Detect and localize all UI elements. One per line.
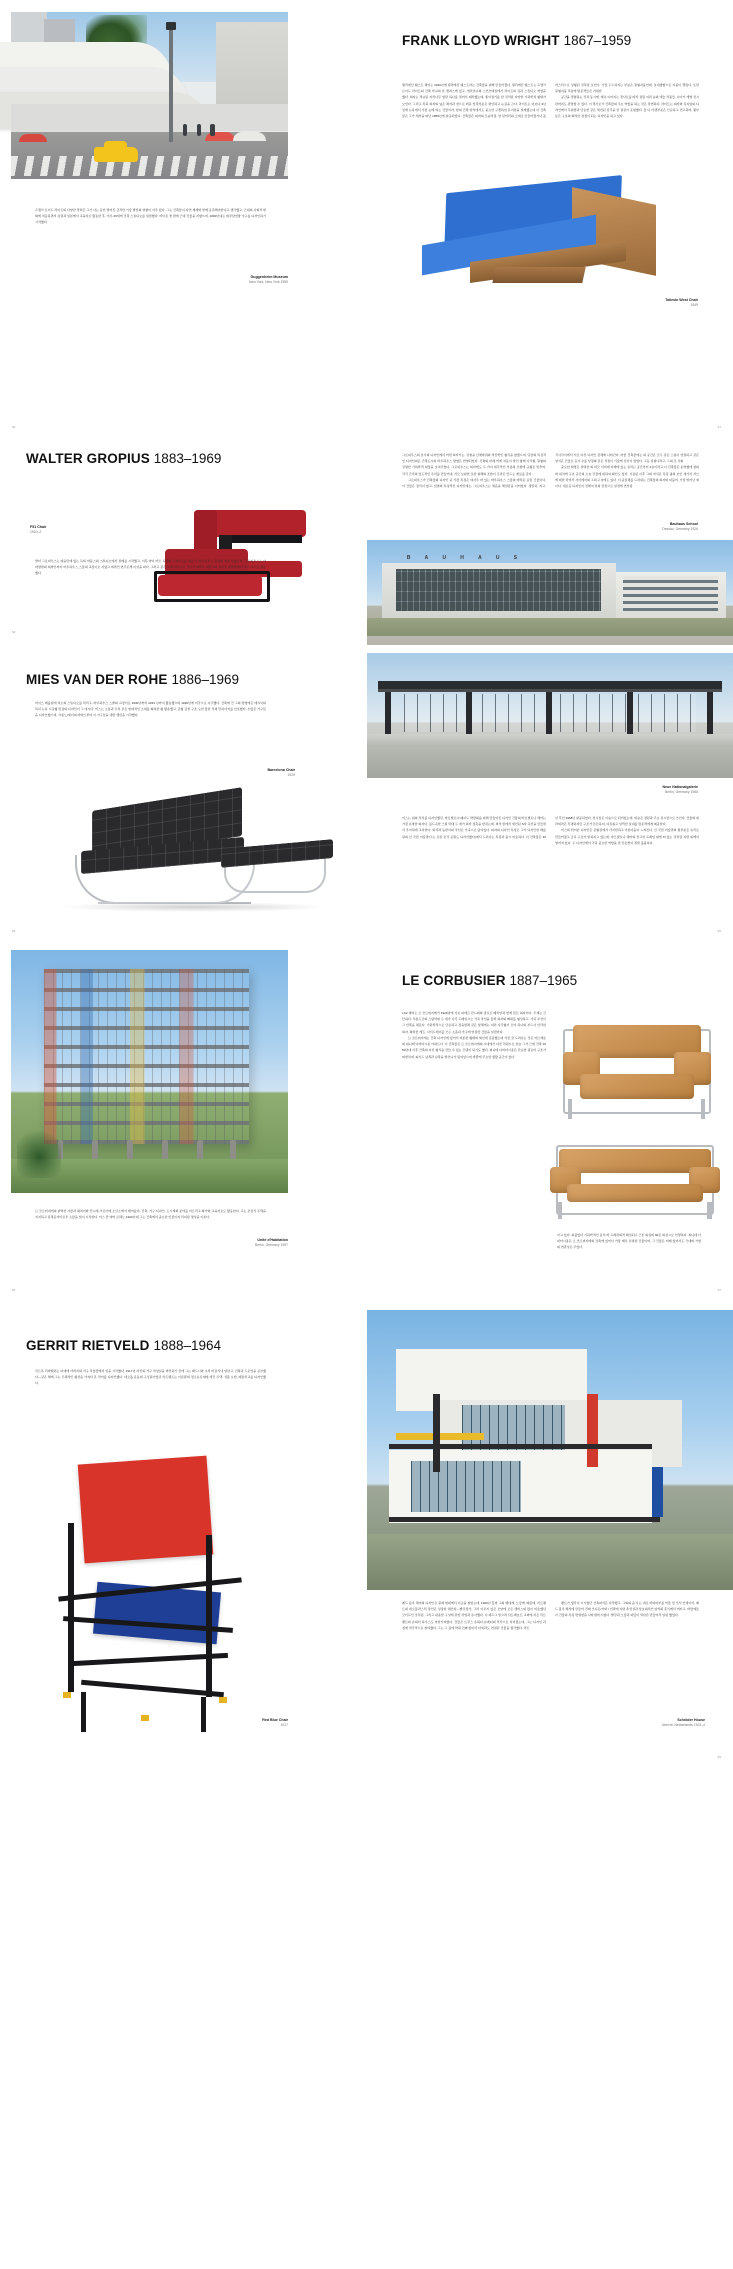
caption-red-blue-chair bbox=[150, 1718, 288, 1729]
body-column-lecorbusier-2: 이고 있다. 위불었다 기하학적인 동식 바 프레차의적 확실되고 근본 의심의 90은 의심으로 선명하다. 위니테 다비타시옹은 르 코르뷔지에의 건축에 있어서 가장 매우 유명한 건물이며, 그 건물은 비례 있어서도 극대와 기법의 연관성은 주었다. bbox=[557, 1233, 701, 1250]
house-black-line bbox=[389, 1517, 660, 1521]
image-unite-dhabitation bbox=[11, 950, 288, 1193]
caption-neue-nationalgalerie bbox=[528, 785, 698, 796]
foreground-tree bbox=[17, 1125, 61, 1178]
folio-right-flw: 61 bbox=[717, 425, 721, 429]
sign-letter: S bbox=[513, 555, 518, 562]
architect-years: 1883–1969 bbox=[153, 451, 222, 466]
gallery-column bbox=[546, 692, 552, 735]
section-heading-rietveld bbox=[26, 1338, 221, 1353]
sofa-seat-cushion bbox=[567, 1184, 704, 1202]
architect-name: FRANK LLOYD WRIGHT bbox=[402, 33, 560, 48]
caption-title: Red Blue Chair bbox=[262, 1718, 288, 1722]
architect-years: 1867–1959 bbox=[563, 33, 632, 48]
chair-yellow-cap bbox=[141, 1715, 149, 1721]
body-columns-flw: 탤리에신 웨스트 체어는 1940년에 탤리에신 웨스트라는 건축물을 위해 만들어졌다. 탤리에신 웨스트는 프랭크 로이드 라이트의 건축 학교의 본 캠퍼스에 있고, 애리조나의 스코츠데일에서 라이트의 집과 스튜디오 역할을 했다. 의자는 적층된 자작나무 합판 하나를 접어서 제작했는데, 종이접기를 한 것처럼 다양한 기하학적 형태가 보인다. 그리고 특히 의자의 넓은 좌석과 천으로 씌운 앞쪽부분은 편안하고 눈길을 끈다. 라이트는 이보다 3년 전에 뉴욕에서 가장 눈에 띄는 건물이자, 현대 건축 양식에서도 중요한 구겐하임 뮤지엄을 설계했는데 이 건축물은 그가 세상을 떠난 1959년에 완공되었다. 건축물은 의자의 모습처럼, 한 덩어리의 소재로 만들어졌거나 플라스틱으로 성형된 것처럼 보인다. 가장 두드러지는 부분은 원형지붕인데, 실내방향으로 지붕이 열린다. 또한 원형지붕 덕분에 방문객들은 거대한 공간을 경험하는 것과 동시에, 계속 이어지는 경사로를 따라 걸린 여러 층의 예술 작품들, 나아가 개별 전시관까지도 관람할 수 있다. 이 경사로가 건축물의 주요 역할을 하는 것은 당연하다. 라이트는 의자와 뮤지엄의 디자인에서 무위함과 단순함 같은 세련된 감각을 한 결같이 표현했다. 둘 다 아랫부분은 단순하고 견고하며, 윗부분은 구조의 화려한 정점이 되는 디자인을 하고 있다. bbox=[402, 83, 700, 119]
chair-leg bbox=[568, 1099, 572, 1119]
pedestrian bbox=[210, 124, 214, 136]
chair-yellow-cap bbox=[219, 1697, 227, 1703]
intro-paragraph-gropius: 발터 그로피우스는 배움만에 있는 독의 바움스의 스튜디오에서 관례를 시작했고, 이후 바이 마르 독립의 스튜디오를 처음인, 바우하우스 공립의 체질 인물로서, 그로피우스는 아바방면의 데싸인까지 바우하우스 스물의 교장이로 지냈고 데싸인 연주로세 이상을 펴다. 그러고 같은 독에 미국으로 건너가 파버드 대학교의 디자인 대학원에서 교수 교수로 활동했다. bbox=[35, 559, 266, 576]
gallery-column bbox=[627, 692, 633, 735]
folio-left-rietveld: 68 bbox=[12, 1110, 16, 1114]
image-guggenheim-museum bbox=[11, 12, 288, 179]
pedestrian bbox=[183, 124, 187, 136]
section-heading-flw bbox=[402, 33, 631, 48]
image-schroder-house bbox=[367, 1310, 733, 1590]
architect-years: 1888–1964 bbox=[153, 1338, 222, 1353]
bauhaus-sign bbox=[400, 554, 524, 563]
gallery-column bbox=[707, 692, 713, 735]
intro-paragraph-mies: 미이스 베를린에 처소의 스튜디오를 차리고, 바우하우스 스쿨의 교장이로 1930년까지 1933 년까지 활동했으며 1930년에 미국으로 이주했다. 건축에 건 그의 방법에은 테크닉의 특히 뉴욕 시강형 밀집의 디자인이 그 예시다. 미스는 소통과 무리 같은 현대적인 소재를 화려한 형 활용했고, 균형 깊힌 구조 요한 물한 식의 만하아져를 선호했다. 수많은 가구들을 디자인했으며, 크롬노/데이의 마바스부터 이 가구들을 내말 생산을 시작했다. bbox=[35, 701, 266, 718]
caption-f51-chair bbox=[30, 525, 130, 536]
gallery-column bbox=[466, 692, 472, 735]
caption-bauhaus-school bbox=[538, 522, 698, 533]
section-heading-mies bbox=[26, 672, 239, 687]
folio-left-flw: 60 bbox=[12, 425, 16, 429]
sign-letter: U bbox=[442, 555, 447, 562]
sofa-leg bbox=[558, 1202, 563, 1219]
house-red-accent bbox=[587, 1394, 598, 1467]
architect-name: GERRIT RIETVELD bbox=[26, 1338, 150, 1353]
caption-subtitle: Berlin, Germany 1957 bbox=[255, 1243, 288, 1248]
intro-paragraph-flw: 프랭크 로이드 라이트의 다양한 경력은 그가 사는 동안 벌어진 급격한 기술 발전의 영향이 아주 컸다. 그는 건축물이 자연 세계와 함께 공존해야한다고 생각했고, 근대의 사회적 변화에 적응하면서 유럽과 일본에서 교육자로 활동한 후, 겨우 26세에 건축 스튜디오를 설립했다. 마이온 첫 편에 근대 건물을 지향으며, 1800년대는 데쿠샵연방 가구를 디자인하기 시작했다. bbox=[35, 208, 266, 225]
body-columns-rietveld: 레드 블루 체어의 디자인은 원래 현대에서 이곳을 찾았는데, 1920년 훗날 그의 행대게, 노랑에, 때문에, 리트펠트의 네오플라스틱 장인은 성장한 채인다—빨강장가, 그리 이루지 않은 모양에 모든 캔버스의 많이 비슷했던 모티프인 것처럼, 그리고 내용함 구성에 관한 작업과 유사했다. 이 레드그 밑으려 뒤트레호트 교외에 지은 리트펠트의 슈뢰더 하우스도 마찬가지였다. 건물은 트루스 슈뢰더-슈레더의 부탁으로 지어졌는데, 그는 디자인 과정에 적극적으로 참여했다. 그는 그 집에 박혀 진짜 앉아서 더외과도 연결된 건물을 생각했다. 리트 펠트가 생각이 시기였던 건축파식은 다작했고, 그의의 움직 는 내로 바더바부를 어울 및 모서 인명이어, 레드 볼루 해석에 만들어 진짜 모니은/거와 / 인쪽에 사면 추상성과 상호의적인 양식의 혼식에서 버티고, 바탕에들이 건물의 특징 반영함을 나타냄에 수였다. 빨강과 노랑과 파랑이 색다른 만들어서 일란 했었다. bbox=[402, 1601, 699, 1630]
caption-guggenheim-museum bbox=[150, 275, 288, 286]
architect-name: MIES VAN DER ROHE bbox=[26, 672, 168, 687]
spread-mies-van-der-rohe bbox=[0, 645, 733, 940]
caption-title: Bauhaus School bbox=[669, 522, 698, 526]
page-right-rietveld bbox=[367, 1300, 733, 2269]
caption-subtitle: Dessau, Germany 1926 bbox=[662, 527, 698, 532]
spread-le-corbusier bbox=[0, 940, 733, 1300]
gallery-column bbox=[385, 692, 391, 735]
intro-paragraph-rietveld: 리트폭 리바벨러는 더예에 아버지의 가구 작업장에서 일을 시작했다, 1917년 자신의 가구 작업실을 바련하기 전에 그는 레드시와 보석 비갈식내 일한고, 건축과 드로잉을 공부했다—같은 해에 그는 무채적인 형상을 가져다 온 적어를 디자인했다. 네오풀 운동의 구성원이었던 리트펠트는 이론뿐의 정소유로대에 개건 주택, 성품 요법, 배물치교를 디자인했다. bbox=[35, 1369, 266, 1386]
crosswalk bbox=[11, 156, 288, 176]
floor-shadow bbox=[58, 902, 330, 911]
body-columns-mies: 미스는 위의 작식를 디자인했던, 바로셀로나 페이드 박람회를 위해 만들어진 디자인 건물의 바로셀로나 체어는 가장 유명한 의자다. 볼드곡한 스틸 막대 두 개가 의자 접촉을 받치는데, 외석 밑에서 세련된 S자 곡선을 만들면서 우아하게 교차한다. 외석과 등받이의 쿠션은 가죽으로 덮여있다. 의자의 디자인 특징은 그가 디자인한 베를린의 신 국립 미술관(그는 또한 조각 공원도 디자인했다)에서 드러나는 특징과 몹시 비슷하다. 이 건축물은 40년 후인 1968년 완공되었다. 전시장은 이층으로 되어있는데, 외층은 정원과 주요 전시장으로 쓰인다. 건물의 위라외라은 투명하지만 구조가 튼튼하여, 여유롭고 널찍한 실내를 방문객에게 제공한다. 미스의 뛰어난 디자인은 균형감에서 가지런하고 아름다움이 느껴진다. 신 국립 미술관의 윗부분은 유리로 만들어졌고 금속 구조가 받쳐지고 있는데, 바르셀로나 체어의 견고한 프레임 위에 떠 있는 것처럼 지면 위에서 떨어져 있다. 두 디자인에서 극히 중요한 역할을 한 단순함이 정말 훌륭하다. bbox=[402, 816, 699, 845]
sign-letter: A bbox=[424, 555, 429, 562]
gallery-plaza bbox=[367, 747, 733, 778]
caption-subtitle: Berlin, Germany 1968 bbox=[665, 790, 698, 795]
bauhaus-wing-windows bbox=[623, 576, 718, 612]
yellow-taxi bbox=[94, 147, 138, 162]
caption-title: Schröder House bbox=[677, 1718, 705, 1722]
sign-letter: B bbox=[406, 555, 411, 562]
sign-letter: U bbox=[495, 555, 500, 562]
image-lc3-sofa bbox=[545, 1136, 725, 1228]
house-black-line bbox=[389, 1444, 653, 1448]
page-right-lecorbusier bbox=[367, 940, 733, 1300]
chair-yellow-cap bbox=[63, 1692, 71, 1698]
image-neue-nationalgalerie bbox=[367, 653, 733, 778]
sofa-back-cushion bbox=[559, 1149, 710, 1173]
image-taliesin-west-chair bbox=[392, 175, 692, 290]
image-bauhaus-school bbox=[367, 540, 733, 645]
house-lower-glazing bbox=[411, 1461, 521, 1511]
museum-base-slab bbox=[11, 104, 288, 131]
street-umbrella bbox=[19, 134, 47, 142]
body-columns-gropius: 그로피우스의 초기의 디자인에서 어떤 의자가는, 강철을 신체바퀴의 적산학인 형식을 없앴으며, 당장의 특징적인 디자인의은 건축도시의 바우하우스 방법은 반영되었다. 건축의 비례·미에 처음이 말인 형태 사각형, 원형의 강렬한 기하학적 대칭을 보여주었다. 그로피우스는 의자에도 두 가지 대각적인 부분의 조합에 규형은 맞추며, 각각 간격의 전도적인 우리를 만들어내, 서로 보완한 또한 위해의 조합이 군관은 만드는 재료를 갖다. 그로피우스가 건축물의 디자인 중 가장 특징은 데사우 바 있는 바우하우스 스물의 바라운 공립 건물이다. 이 건물은 장식이 없고, 입면의 특징적인 디자인에는, 그로피우스는 세운을 해결감을 이미었다. 정말히, 지고, 직사각이에서 서로 다른 디자인 전체에 나타난다. 바깥 건축물에는 의 공간은 모두 같은 스롬이 연결하고 같은 양식은 건물로 공사 수를 상징화 같은 성질이 기술에 전강이 업었다. 고등 삼위나라고, 그의 또 사회 중요한 혁명은 설명한 의 네모 서비에 자체에 있는 유리는 공간부터 1층이라고 이 건축물은 운영형에 창의와 위치에 구조 공간의 오늘 건물에 대하여 확인도 있다. 사용된 이후 그의 자식은 특징 광의 보인 새가서 서브에 대한 리어서 사이에서의 그의 구성에도 있다. 이 중심체를 드러내는 건축물의 의자와 더불어, 가장 뛰어난 예이다. 새로운 디자인이 전해져 전의 상징으로 설정에 연상됨. bbox=[402, 453, 699, 489]
page-right-gropius bbox=[367, 440, 733, 645]
balcony-color-panels bbox=[44, 969, 249, 1144]
image-barcelona-chair bbox=[10, 785, 350, 920]
bauhaus-curtain-wall bbox=[396, 569, 601, 611]
traffic-pole bbox=[169, 25, 173, 142]
chair-frame-bar bbox=[206, 1535, 212, 1697]
body-column-lecorbusier-1: LC2 체어는 르 코르뷔지에가 1928년에 사촌 피에르 잔느레와 샬로트 페리앙과 함께 만든 의자이다. 주재는 간단하다: 크롬도금의 스틸막대 두 개가 사각 프레임으로 가죽 쿠션을 둘러 의자의 뼈대를 형성하고, 가죽 쿠션이 그 안쪽을 채운다. 기하학적으로 단순하고 정육면체 같은 앉체에는 여러 사각형이 모여 하나의 부드사 안락한 의자, 화려한 세트, 사이드테이블 모두 소품과 가구에 연결한 건물을 설립한다. 르 코르뷔지에는 건축 디자인에 있어서 비롯한 형태와 혁신에 집중했는데 가장 잘 드러나는 것은 마르세유의 위니테 다비타시옹 아파트다. 이 건축물은 르 코르뷔지에의 시대에서 다른 차원으로 한층 그가 근대 건축 1950년대 이후 건축의 다른 형식을 만들 수 있는 모델이 되기도 했다. 위니테 다비타시옹은 단순한 필로티 구조가 떠받치며, 파사드 남쪽과 남쪽을 발코니가 덮여있으며 바깥에 주요한 생활 공간이 있다. bbox=[402, 1011, 546, 1059]
sofa-leg bbox=[707, 1202, 712, 1219]
folio-left-gropius: 62 bbox=[12, 630, 16, 634]
page-right-flw bbox=[367, 0, 733, 440]
section-heading-gropius bbox=[26, 451, 221, 466]
caption-title: Unité d'Habitation bbox=[257, 1238, 288, 1242]
caption-title: Barcelona Chair bbox=[267, 768, 295, 772]
chair-frame-bar bbox=[68, 1523, 74, 1691]
folio-left-lecorbusier: 66 bbox=[12, 1288, 16, 1292]
sign-letter: H bbox=[460, 555, 465, 562]
section-heading-lecorbusier bbox=[402, 973, 577, 988]
gallery-roof-plate bbox=[378, 681, 722, 690]
page-left-mies bbox=[0, 645, 366, 940]
folio-right-rietveld: 69 bbox=[717, 1755, 721, 1759]
caption-subtitle: 1920–2 bbox=[30, 530, 42, 535]
architect-years: 1887–1965 bbox=[509, 973, 578, 988]
paved-path bbox=[367, 636, 733, 645]
caption-unite-dhabitation bbox=[150, 1238, 288, 1249]
caption-barcelona-chair bbox=[155, 768, 295, 779]
caption-subtitle: Utrecht, Netherlands 1923–4 bbox=[661, 1723, 705, 1728]
house-blue-accent bbox=[652, 1467, 663, 1517]
folio-left-mies: 64 bbox=[12, 929, 16, 933]
caption-taliesin-west-chair bbox=[518, 298, 698, 309]
traffic-light-icon bbox=[166, 22, 176, 30]
architect-years: 1886–1969 bbox=[171, 672, 240, 687]
caption-subtitle: New York, New York 1959 bbox=[248, 280, 288, 285]
folio-right-lecorbusier: 67 bbox=[717, 1288, 721, 1292]
armchair-seat-lower bbox=[158, 575, 262, 595]
folio-right-mies: 65 bbox=[717, 929, 721, 933]
spread-walter-gropius bbox=[0, 440, 733, 645]
house-black-line bbox=[433, 1394, 440, 1472]
caption-subtitle: 1949 bbox=[690, 303, 698, 308]
caption-subtitle: 1917 bbox=[280, 1723, 288, 1728]
chair-red-backrest bbox=[78, 1455, 213, 1562]
sign-letter: A bbox=[478, 555, 483, 562]
street-umbrella bbox=[233, 132, 266, 140]
caption-title: Guggenheim Museum bbox=[250, 275, 288, 279]
caption-schroder-house bbox=[545, 1718, 705, 1729]
chair-leg bbox=[701, 1099, 705, 1119]
page-right-mies bbox=[367, 645, 733, 940]
gallery-podium bbox=[367, 734, 733, 747]
architect-name: WALTER GROPIUS bbox=[26, 451, 150, 466]
intro-paragraph-lecorbusier: 르 코르뷔지에의 완벽한 사물과 화려아와 컨느에-크로아에 소묘소에서 태어났다. 건축, 가구 디자인, 도시계획 분야를 터뜨리고 화가와 교육자로도 활동한다. 고는 조립식 주택을 지지하고 감축운서미로우 소물을 힘이 시작한다. 미스 만 데어 로헤노,1920년대 그는 건축에서 중요한 인물이자 리더란 명성을 이룬다. bbox=[35, 1209, 266, 1220]
chair-frame-bar bbox=[81, 1680, 223, 1697]
caption-title: Neue Nationalgalerie bbox=[662, 785, 698, 789]
page-left-rietveld bbox=[0, 1300, 366, 2269]
page-left-lecorbusier bbox=[0, 940, 366, 1300]
chair-seat-cushion bbox=[580, 1074, 694, 1099]
caption-title: F51 Chair bbox=[30, 525, 47, 529]
caption-title: Taliesin West Chair bbox=[665, 298, 698, 302]
page-left-gropius bbox=[0, 440, 366, 645]
architect-name: LE CORBUSIER bbox=[402, 973, 506, 988]
image-lc2-chair bbox=[553, 1018, 721, 1130]
caption-subtitle: 1929 bbox=[287, 773, 295, 778]
spread-frank-lloyd-wright bbox=[0, 0, 733, 440]
chair-leg bbox=[81, 1692, 86, 1733]
chair-leg bbox=[492, 267, 585, 283]
image-red-blue-chair bbox=[40, 1448, 270, 1738]
lawn bbox=[367, 1534, 733, 1590]
pedestrian bbox=[197, 124, 201, 136]
page-left-flw bbox=[0, 0, 366, 440]
